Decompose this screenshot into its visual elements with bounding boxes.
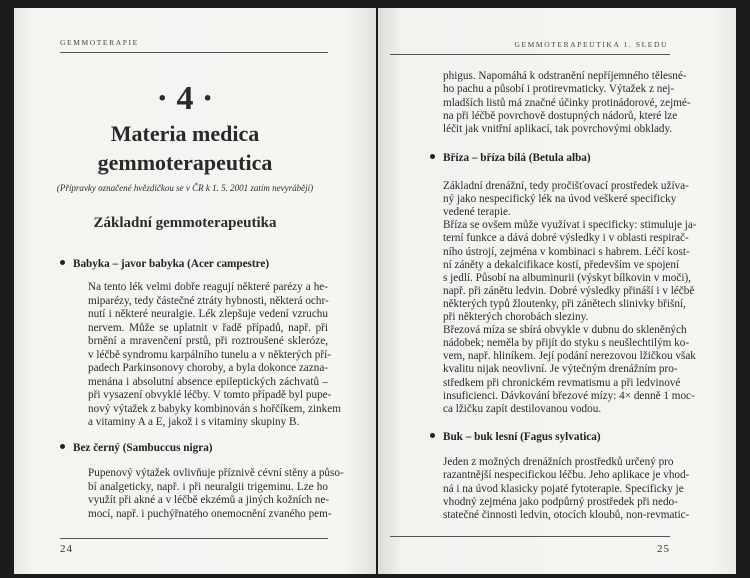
text-line: ho pachu a působí i protirevmaticky. Výtažek z nej- xyxy=(443,83,675,96)
text-line: středkem při chronickém revmatismu a při ledvinové xyxy=(443,376,681,389)
chapter-number: · 4 · xyxy=(156,80,214,117)
text-line: terní funkce a dává dobré výsledky i v oblasti respirač- xyxy=(443,232,689,245)
text-line: při některých chorobách sleziny. xyxy=(443,311,589,323)
text-line: ního ústrojí, zejména v kombinaci s habrem. Léčí kost- xyxy=(443,245,690,258)
header-rule xyxy=(390,54,670,55)
text-line: vem, např. hliníkem. Její podání nerezovou lžičkou však xyxy=(443,350,696,363)
page-number: 25 xyxy=(657,543,670,555)
text-line: nutí i některé neuralgie. Lék zlepšuje vedení vzruchu xyxy=(88,308,328,320)
bullet-icon xyxy=(430,433,435,438)
text-line: ca lžičku zapít destilovanou vodou. xyxy=(443,402,602,415)
text-line: léčit jak vnitřní aplikací, tak povrchovými obklady. xyxy=(443,123,673,136)
section-heading: Základní gemmoterapeutika xyxy=(93,215,277,231)
entry-heading xyxy=(60,258,269,271)
footer-rule xyxy=(60,538,328,539)
text-line: a vitaminy A a E, jakož i s vitaminy skupiny B. xyxy=(88,416,300,428)
text-line: Bříza se ovšem může využívat i specificky: stimuluje ja- xyxy=(443,219,697,232)
text-line: využít při akné a v léčbě ekzémů a jiných kožních ne- xyxy=(88,494,330,506)
text-line: padech Parkinsonovy choroby, a byla dokonce zazna- xyxy=(88,362,329,374)
text-line: Pupenový výtažek ovlivňuje příznivě cévní stěny a půso- xyxy=(88,467,344,479)
text-line: nový výtažek z babyky kombinován s hořčíkem, zinkem xyxy=(88,402,341,415)
entry-heading-text: Bříza – bříza bílá (Betula alba) xyxy=(443,152,591,164)
entry-heading xyxy=(430,152,591,165)
entry-heading xyxy=(60,442,213,455)
text-line: Jeden z možných drenážních prostředků určený pro xyxy=(443,456,674,468)
entry-heading xyxy=(430,431,601,444)
text-line: nádobek; neměla by přijít do styku s neušlechtilým ko- xyxy=(443,337,690,350)
text-line: phigus. Napomáhá k odstranění nepříjemného tělesné- xyxy=(443,70,687,82)
running-head: GEMMOTERAPIE xyxy=(60,38,139,47)
text-line: např. při zánětu ledvin. Dobré výsledky přináší i v léčbě xyxy=(443,284,695,297)
text-line: ní záněty a dekalcifikace kostí, především ve spojení xyxy=(443,258,680,271)
bullet-icon xyxy=(60,260,65,265)
page-number: 24 xyxy=(60,543,73,555)
text-line: Základní drenážní, tedy pročišťovací prostředek užíva- xyxy=(443,180,689,192)
bullet-icon xyxy=(60,444,65,449)
text-line: některých typů žloutenky, při zánětech slinivky břišní, xyxy=(443,297,686,310)
text-line: menána i absolutní absence epileptických záchvatů – xyxy=(88,375,328,388)
text-line: ný jako nespecifický lék na úvod veškeré specificky xyxy=(443,193,677,206)
bullet-icon xyxy=(430,154,435,159)
text-line: bí analgeticky, např. i při neuralgii trigeminu. Lze ho xyxy=(88,480,328,493)
text-line: brnění a mravenčení prstů, při roztroušené skleróze, xyxy=(88,335,328,347)
entry-heading-text: Buk – buk lesní (Fagus sylvatica) xyxy=(443,431,601,443)
text-line: kvalitu nijak neovlivní. Je výtečným drenážním pro- xyxy=(443,363,678,376)
text-line: při vysazení obvyklé léčby. V tomto případě byl pupe- xyxy=(88,389,332,401)
text-line: vhodný zejména jako podpůrný prostředek při nedo- xyxy=(443,495,678,508)
text-line: Na tento lék velmi dobře reagují některé parézy a he- xyxy=(88,281,328,293)
text-line: mladších listů má značné účinky protinádorové, zejmé- xyxy=(443,96,691,109)
entry-heading-text: Babyka – javor babyka (Acer campestre) xyxy=(73,258,270,270)
text-line: ná i na úvod klasicky pojaté fytoterapie. Specificky je xyxy=(443,482,684,495)
text-line: mocí, např. i puchýřnatého onemocnění zvaného pem- xyxy=(88,507,332,520)
footer-rule xyxy=(390,536,670,537)
entry-heading-text: Bez černý (Sambuccus nigra) xyxy=(73,442,213,454)
running-head: GEMMOTERAPEUTIKA 1. SLEDU xyxy=(514,40,668,49)
text-line: insuficienci. Dávkování březové mízy: 4× denně 1 moc- xyxy=(443,389,695,402)
text-line: vedené terapie. xyxy=(443,206,511,219)
text-line: statečné činnosti ledvin, otocích kloubů, non-revmatic- xyxy=(443,509,690,522)
chapter-title-line2: gemmoterapeutica xyxy=(97,150,273,175)
text-line: na při léčbě povrchově dostupných nádorů, které lze xyxy=(443,109,678,122)
text-line: v léčbě syndromu karpálního tunelu a v některých pří- xyxy=(88,348,331,361)
text-line: razantnější nespecifickou léčbu. Jeho aplikace je vhod- xyxy=(443,469,690,482)
text-line: Březová míza se sbírá obvykle v dubnu do skleněných xyxy=(443,324,687,337)
text-line: s jedlí. Působí na albuminurii (výskyt bílkovin v moči), xyxy=(443,271,691,284)
text-line: miparézy, tedy částečné ztráty hybnosti, některá ochr- xyxy=(88,294,329,307)
text-line: nervem. Může se uplatnit v řadě případů, např. při xyxy=(88,321,328,334)
chapter-title-line1: Materia medica xyxy=(110,121,260,146)
chapter-subtitle: (Přípravky označené hvězdičkou se v ČR k 1. 5. 2001 zatím nevyrábějí) xyxy=(56,183,314,193)
left-page xyxy=(14,8,376,574)
right-page xyxy=(378,8,736,574)
header-rule xyxy=(60,52,328,53)
